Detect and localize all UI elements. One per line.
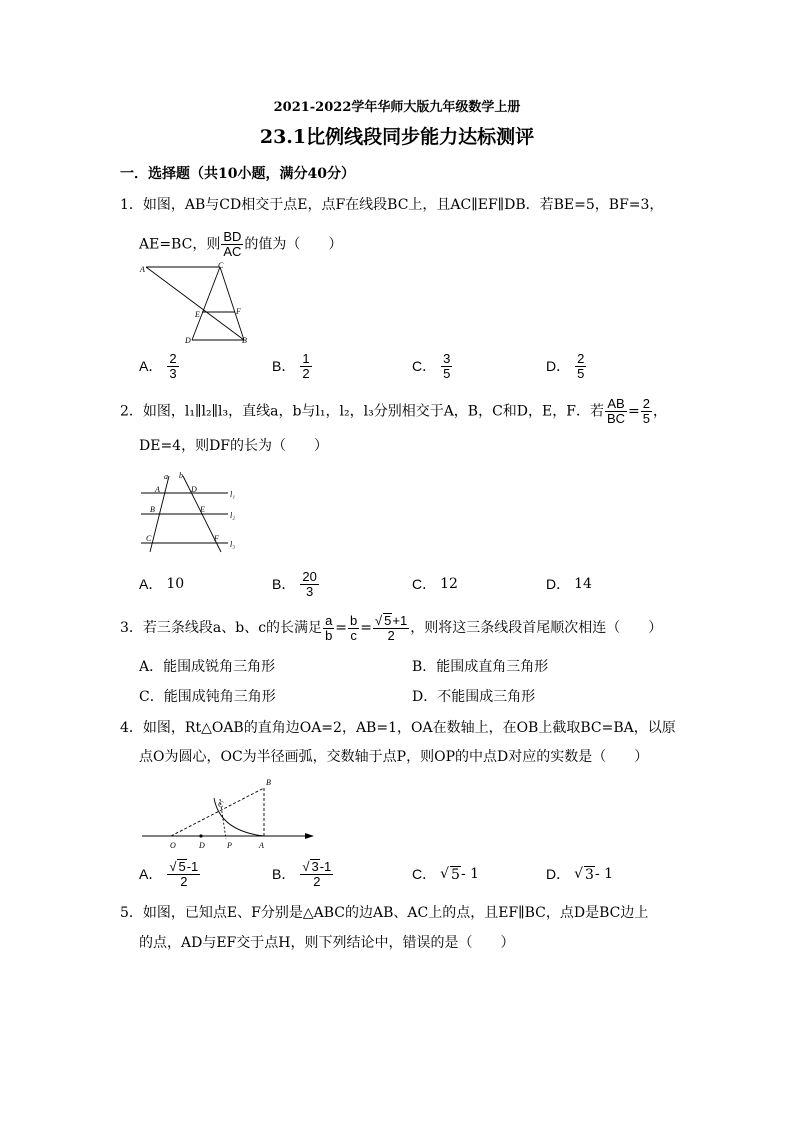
q3-frac-value: $\frac{√ 5+1}{2}$: [375, 613, 408, 643]
q2-line1: 2．如图，l₁∥l₂∥l₃，直线a，b与l₁，l₂，l₃分别相交于A，B，C和D，E，F．若 $\frac{AB}{BC}$ = $\frac{2}{5}$ ，: [120, 396, 667, 426]
q1-line2-pre: AE=BC，则: [139, 236, 221, 253]
q2-line1-pre: 2．如图，l₁∥l₂∥l₃，直线a，b与l₁，l₂，l₃分别相交于A，B，C和D，E，F．若: [120, 403, 604, 420]
q3-option-c[interactable]: C．能围成钝角三角形: [139, 689, 276, 705]
q3-frac-ab: $\frac{a}{b}$: [325, 612, 333, 643]
q1-fraction: [221, 230, 243, 259]
q2-label-b-line: b: [179, 471, 183, 480]
q3-option-b[interactable]: B．能围成直角三角形: [412, 659, 549, 675]
q2-options: [139, 566, 699, 602]
section-heading: 一．选择题（共10小题，满分40分）: [120, 166, 355, 182]
q1-option-b[interactable]: B． $\frac{1}{2}$: [272, 350, 310, 381]
worksheet-title: 23.1比例线段同步能力达标测评: [259, 126, 535, 148]
q4-point-d: [199, 834, 202, 837]
q4-label-d: D: [199, 841, 205, 850]
q5-line2: 的点，AD与EF交于点H，则下列结论中，错误的是（ ）: [139, 935, 515, 951]
q1-label-b: B: [242, 336, 247, 345]
q3-frac-bc: $\frac{b}{c}$: [350, 612, 358, 643]
q3-option-a[interactable]: A．能围成锐角三角形: [139, 659, 276, 675]
q1-label-e: E: [195, 310, 200, 319]
q2-label-f: F: [214, 534, 219, 543]
q1-figure: [138, 262, 252, 346]
q5-line1: 5．如图，已知点E、F分别是△ABC的边AB、AC上的点，且EF∥BC，点D是BC边上: [120, 905, 649, 921]
q1-line2-post: 的值为（ ）: [244, 236, 343, 253]
q1-line1: 1．如图，AB与CD相交于点E，点F在线段BC上，且AC∥EF∥DB．若BE=5，BF=3，: [120, 197, 664, 213]
q1-options: [139, 348, 699, 384]
q2-line2: DE=4，则DF的长为（ ）: [139, 438, 329, 454]
q1-label-f: F: [236, 307, 241, 316]
q2-label-l3: l₃: [230, 540, 236, 549]
q1-option-a[interactable]: A． $\frac{2}{3}$: [139, 350, 177, 381]
q1-option-d[interactable]: D． $\frac{2}{5}$: [546, 350, 585, 381]
q2-label-a-line: a: [164, 472, 168, 481]
q1-frac-num: BD: [223, 229, 242, 244]
q4-label-b: B: [266, 778, 271, 787]
q1-frac-den: AC: [223, 244, 242, 259]
q2-label-e: E: [200, 505, 205, 514]
q3-option-d[interactable]: D．不能围成三角形: [412, 689, 536, 705]
q2-option-c[interactable]: C． 12: [412, 576, 458, 592]
q1-label-c: C: [218, 262, 224, 270]
q3-line: 3．若三条线段a、b、c的长满足 $\frac{a}{b}$ = $\frac{b}{c}$ = $\frac{√ 5+1}{2}$ ，则将这三条线段首尾顺次相连（ ）: [120, 612, 663, 643]
q2-label-d: D: [191, 485, 197, 494]
q4-label-a: A: [259, 841, 264, 850]
q4-options: [139, 856, 699, 892]
q1-option-c[interactable]: C． $\frac{3}{5}$: [412, 350, 451, 381]
q2-figure: [138, 468, 244, 554]
q2-label-l2: l₂: [230, 511, 236, 520]
q2-fraction: $\frac{AB}{BC}$: [606, 396, 626, 426]
q4-option-c[interactable]: C． √ 5 - 1: [412, 866, 480, 883]
q1-label-a: A: [140, 265, 145, 274]
q4-label-p: P: [227, 841, 232, 850]
q2-option-a[interactable]: A． 10: [139, 576, 185, 592]
q4-line1: 4．如图，Rt△OAB的直角边OA=2，AB=1，OA在数轴上，在OB上截取BC=BA，以原: [120, 720, 676, 736]
q4-option-d[interactable]: D． √ 3 - 1: [546, 866, 614, 883]
q2-label-a: A: [155, 485, 160, 494]
q1-label-d: D: [185, 336, 191, 345]
worksheet-subtitle: 2021-2022学年华师大版九年级数学上册: [273, 100, 521, 115]
q2-label-b: B: [150, 505, 155, 514]
q4-line2: 点O为圆心，OC为半径画弧，交数轴于点P，则OP的中点D对应的实数是（ ）: [139, 749, 649, 765]
q2-option-b[interactable]: B． $\frac{20}{3}$: [272, 568, 317, 599]
q2-label-l1: l₁: [230, 490, 236, 499]
q2-option-d[interactable]: D． 14: [546, 576, 592, 592]
q1-line2: [139, 230, 342, 259]
q4-label-o: O: [170, 841, 176, 850]
q2-value-fraction: $\frac{2}{5}$: [642, 396, 650, 426]
q4-option-b[interactable]: B． $\frac{√ 3-1}{2}$: [272, 859, 332, 889]
q4-option-a[interactable]: A． $\frac{√ 5-1}{2}$: [139, 859, 199, 889]
q4-figure: [138, 776, 318, 852]
q2-label-c: C: [146, 534, 152, 543]
q4-label-c: C: [218, 800, 224, 809]
